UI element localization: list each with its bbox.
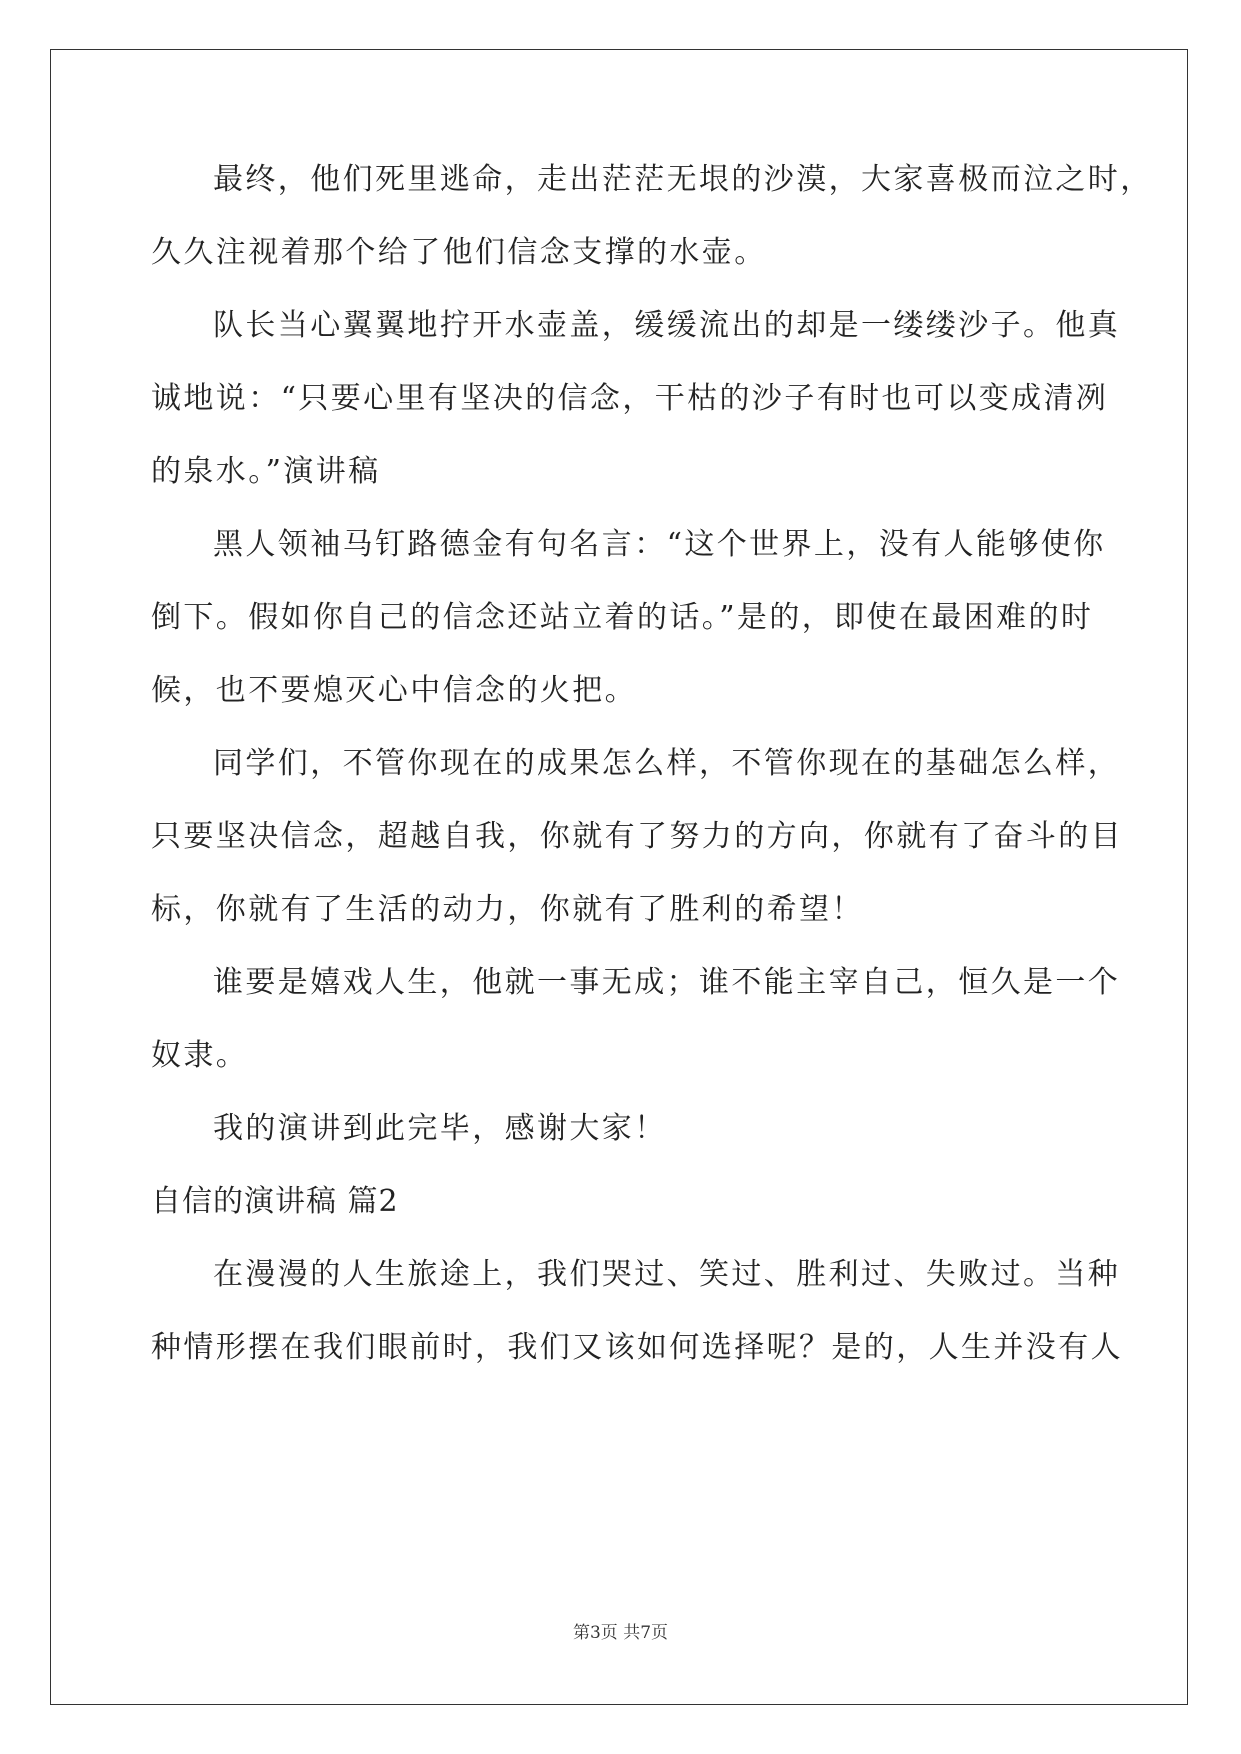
text-line: 队长当心翼翼地拧开水壶盖，缓缓流出的却是一缕缕沙子。他真: [213, 308, 1121, 343]
paragraph: [151, 160, 1153, 200]
paragraph-continuation: [151, 1328, 1123, 1368]
paragraph: [151, 1109, 667, 1149]
paragraph-continuation: [151, 379, 1108, 419]
section-heading: [151, 1182, 399, 1222]
page-footer: 第3页 共7页: [572, 1623, 669, 1643]
text-line: 诚地说：“只要心里有坚决的信念，干枯的沙子有时也可以变成清冽: [151, 381, 1109, 416]
text-line: 种情形摆在我们眼前时，我们又该如何选择呢？是的，人生并没有人: [151, 1330, 1123, 1365]
paragraph-continuation: [151, 1036, 248, 1076]
text-line: 同学们，不管你现在的成果怎么样，不管你现在的基础怎么样，: [213, 746, 1121, 781]
text-line: 黑人领袖马钉路德金有句名言：“这个世界上，没有人能够使你: [213, 527, 1106, 562]
text-line: 久久注视着那个给了他们信念支撑的水壶。: [151, 235, 767, 270]
text-line: 我的演讲到此完毕，感谢大家！: [213, 1111, 667, 1146]
text-line: 只要坚决信念，超越自我，你就有了努力的方向，你就有了奋斗的目: [151, 819, 1123, 854]
paragraph-continuation: [151, 598, 1093, 638]
paragraph-continuation: [151, 233, 767, 273]
text-line: 倒下。假如你自己的信念还站立着的话。”是的，即使在最困难的时: [151, 600, 1094, 635]
paragraph-continuation: [151, 452, 381, 492]
heading-text: 自信的演讲稿 篇2: [151, 1184, 399, 1219]
paragraph: [151, 744, 1120, 784]
paragraph-continuation: [151, 671, 637, 711]
text-line: 谁要是嬉戏人生，他就一事无成；谁不能主宰自己，恒久是一个: [213, 965, 1121, 1000]
text-line: 在漫漫的人生旅途上，我们哭过、笑过、胜利过、失败过。当种: [213, 1257, 1121, 1292]
paragraph-continuation: [151, 817, 1123, 857]
page-border: [50, 49, 1188, 1705]
paragraph: [151, 306, 1120, 346]
text-line: 奴隶。: [151, 1038, 249, 1073]
text-line: 最终，他们死里逃命，走出茫茫无垠的沙漠，大家喜极而泣之时，: [213, 162, 1153, 197]
text-line: 候，也不要熄灭心中信念的火把。: [151, 673, 637, 708]
paragraph: [151, 963, 1120, 1003]
paragraph: [151, 525, 1106, 565]
paragraph: [151, 1255, 1120, 1295]
text-line: 标，你就有了生活的动力，你就有了胜利的希望！: [151, 892, 864, 927]
text-line: 的泉水。”演讲稿: [151, 454, 381, 489]
paragraph-continuation: [151, 890, 864, 930]
